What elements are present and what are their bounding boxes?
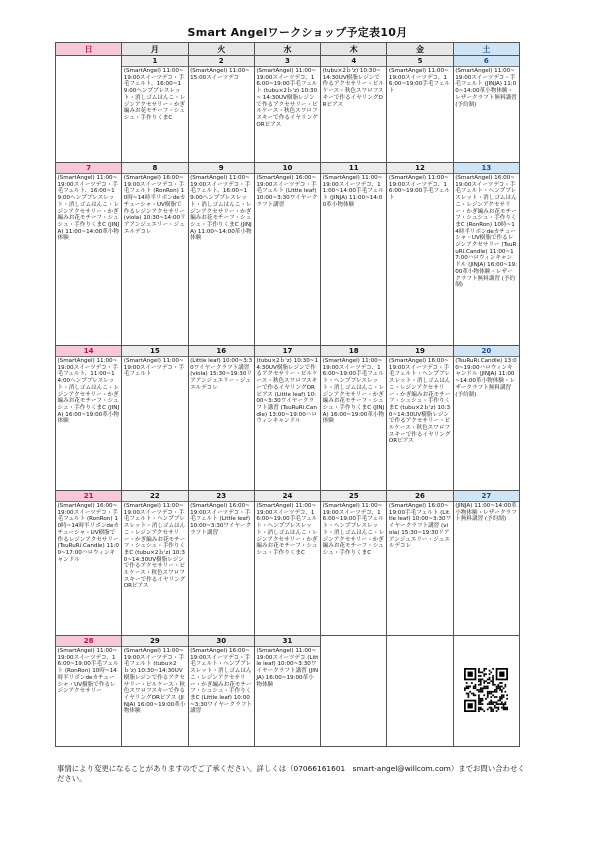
day-number: 1 xyxy=(122,56,187,67)
day-number: 16 xyxy=(189,346,254,357)
day-schedule-text: (SmartAngel) 11:00~19:00スイーツデコ・手毛フェルト・ヘンプブレスレット・消しゴムはんこ・レジンアクセサリー・かぎ編みお花モチーフ・シュシュ・手作りくまC (tubu×2ｂ'z) 10:30~14:30UV樹脂レジンで作るアクセサリー・ピルケース・秋色スワロフスキーで作るイヤリングORピアス xyxy=(123,503,186,590)
day-schedule-text: (SmartAngel) 11:00~19:00スイーツデコ、16:00~19:00手毛フェルト・ヘンプブレスレット・消しゴムはんこ・レジンアクセサリー・かぎ編みお花モチーフ・シュシュ・手作りくまC (JINJA) 16:00~19:00革小物体験 xyxy=(322,358,385,425)
weekday-header-row xyxy=(56,43,520,56)
day-number: 18 xyxy=(321,346,386,357)
calendar-day-cell xyxy=(321,163,387,346)
day-schedule-text: (SmartAngel) 11:00~19:00スイーツデコ・手毛フェルト、16:00~19:00ヘンプブレスレット・消しゴムはんこ・レジンアクセサリー・かぎ編みお花モチーフ・シュシュ・手作りくまC (JINJA) 11:00~14:00革小物体験 xyxy=(190,175,252,242)
weekday-header: 月 xyxy=(122,43,188,56)
day-number: 13 xyxy=(454,163,519,174)
calendar-table xyxy=(55,42,520,747)
day-schedule-text xyxy=(56,66,121,68)
day-number: 2 xyxy=(189,56,254,67)
calendar-week-row xyxy=(56,163,520,346)
weekday-header: 土 xyxy=(453,43,519,56)
calendar-week-row xyxy=(56,636,520,747)
day-number: 31 xyxy=(255,636,320,647)
calendar-day-cell xyxy=(321,346,387,491)
day-schedule-text: (SmartAngel) 11:00~19:00スイーツデコ・手毛フェルト xyxy=(123,358,185,378)
day-schedule-text: (SmartAngel) 16:00~19:00手毛フェルト (Little leaf) 10:00~3:30ワイヤークラフト講習 (viola) 15:30~19:30リアアンジュエリー・ジュエルデコレ xyxy=(388,503,452,550)
day-schedule-text xyxy=(387,646,452,648)
day-number: 23 xyxy=(189,491,254,502)
calendar-day-cell xyxy=(122,346,188,491)
day-schedule-text: (SmartAngel) 11:00~19:00スイーツデコ、16:00~19:00手毛フェルト xyxy=(388,175,450,202)
calendar-day-cell xyxy=(122,163,188,346)
day-number: 30 xyxy=(189,636,254,647)
day-schedule-text: (SmartAngel) 16:00~19:00スイーツデコ・手毛フェルト・ヘンプブレスレット・消しゴムはんこ・レジンアクセサリー・かぎ編みお花モチーフ・シュシュ・手作りくまC (Little leaf) 10:00~3:30ワイヤークラフト講習 xyxy=(190,648,252,715)
calendar-day-cell xyxy=(56,636,122,747)
day-schedule-text: (SmartAngel) 16:00~19:00スイーツデコ・手毛フェルト (Little leaf) 10:00~3:30ワイヤークラフト講習 xyxy=(190,503,252,536)
calendar-day-cell xyxy=(387,636,453,747)
calendar-day-cell xyxy=(453,346,519,491)
day-number: 8 xyxy=(122,163,187,174)
day-schedule-text xyxy=(321,646,386,648)
calendar-week-row xyxy=(56,491,520,636)
day-number: 29 xyxy=(122,636,187,647)
day-schedule-text: (SmartAngel) 16:00~19:00スイーツデコ・手毛フェルト・ヘンプブレスレット・消しゴムはんこ・レジンアクセサリー・かぎ編みお花モチーフ・シュシュ・手作りくまC (tubu×2ｂ'z) 10:30~14:30UV樹脂レジンで作るアクセサリー・ピルケース・秋色スワロフスキーで作るイヤリングORピアス xyxy=(388,358,451,445)
day-schedule-text: (SmartAngel) 11:00~15:00スイーツデコ xyxy=(190,68,250,81)
calendar-day-cell xyxy=(453,56,519,163)
calendar-day-cell xyxy=(321,491,387,636)
calendar-day-cell xyxy=(56,491,122,636)
weekday-header: 金 xyxy=(387,43,453,56)
day-number: 9 xyxy=(189,163,254,174)
qr-code-icon xyxy=(464,668,508,712)
day-schedule-text: (SmartAngel) 11:00~19:00スイーツデコ・手毛フェルト、16:00~19:00ヘンプブレスレット・消しゴムはんこ・レジンアクセサリー・かぎ編みお花モチーフ・シュシュ・手作りくまC (JINJA) 11:00~14:00革小物体験 xyxy=(57,175,120,242)
weekday-header: 日 xyxy=(56,43,122,56)
day-number: 15 xyxy=(122,346,187,357)
day-schedule-text: (TsuRuRi.Candle) 13:00~19:00ハロウィンキャンドル (JINJA) 11:00~14:00革小物体験・レザークラフト無料講習 (予約制) xyxy=(455,358,517,398)
calendar-day-cell xyxy=(188,163,254,346)
day-number: 19 xyxy=(387,346,452,357)
calendar-day-cell xyxy=(56,346,122,491)
day-number: 17 xyxy=(255,346,320,357)
day-number xyxy=(321,636,386,646)
day-schedule-text: (SmartAngel) 16:00~19:00スイーツデコ・手毛フェルト (RonRon) 10時~14時半リボンdeカチューシャ・UV樹脂で作るレジンアクセサリー (viola) 10:30~14:00リアアンジュエリー・ジュエルデコレ xyxy=(123,175,187,235)
calendar-day-cell xyxy=(387,491,453,636)
day-number: 25 xyxy=(321,491,386,502)
day-number: 14 xyxy=(56,346,121,357)
calendar-week-row xyxy=(56,346,520,491)
day-schedule-text: (JINJA) 11:00~14:00革小物体験・レザークラフト無料講習 (予約制) xyxy=(455,503,517,523)
day-schedule-text: (SmartAngel) 11:00~19:00スイーツデコ、16:00~19:00手毛フェルト xyxy=(388,68,450,95)
day-schedule-text: (SmartAngel) 11:00~19:00スイーツデコ、16:00~19:00手毛フェルト (tubu×2ｂ'z) 10:30~ 14:30UV樹脂レジンで作るアクセサリー・ピルケース・秋色スワロフスキーで作るイヤリングORピアス xyxy=(256,68,318,128)
day-number xyxy=(56,56,121,66)
day-number: 20 xyxy=(454,346,519,357)
day-schedule-text: (SmartAngel) 11:00~19:00スイーツデコ・手毛フェルト (JINJA) 11:00~14:00革小物体験・レザークラフト無料講習 (予約制) xyxy=(455,68,519,108)
calendar-day-cell xyxy=(453,163,519,346)
calendar-day-cell xyxy=(321,56,387,163)
calendar-day-cell xyxy=(321,636,387,747)
calendar-day-cell xyxy=(254,56,320,163)
day-schedule-text: (SmartAngel) 11:00~19:00スイーツデコ・手毛フェルト、11:00~14:00ヘンプブレスレット・消しゴムはんこ・レジンアクセサリー・かぎ編みお花モチーフ・シュシュ・手作りくまC (JINJA) 16:00~19:00革小物体験 xyxy=(57,358,120,425)
day-schedule-text: (SmartAngel) 11:00~19:00スイーツデコ・手毛フェルト、16:00~19:00ヘンプブレスレット・消しゴムはんこ・レジンアクセサリー・かぎ編みお花モチーフ・シュシュ・手作りくまC xyxy=(123,68,186,121)
day-number: 22 xyxy=(122,491,187,502)
day-number: 3 xyxy=(255,56,320,67)
day-schedule-text: (SmartAngel) 11:00~19:00スイーツデコ (Little leaf) 10:00~3:30ワイヤークラフト講習 (JINJA) 16:00~19:00革小物体験 xyxy=(256,648,319,688)
calendar-day-cell xyxy=(188,56,254,163)
calendar-day-cell xyxy=(254,636,320,747)
day-number: 7 xyxy=(56,163,121,174)
day-number: 5 xyxy=(387,56,452,67)
page-title: Smart Angelワークショップ予定表10月 xyxy=(187,26,408,39)
calendar-day-cell xyxy=(122,491,188,636)
weekday-header: 水 xyxy=(254,43,320,56)
calendar-day-cell xyxy=(122,56,188,163)
day-schedule-text: (SmartAngel) 16:00~19:00スイーツデコ・手毛フェルト・ヘンプブレスレット・消しゴムはんこ・レジンアクセサリー・かぎ編みお花モチーフ・シュシュ・手作りくまC (RonRon) 10時~14時半リボンdeカチューシャ・UV樹脂で作るレジンアクセサリー (TsuRuRi.Candle) 11:00~17:00ハロウィンキャンドル (JINJA) 16:00~19:00革小物体験・レザークラフト無料講習 (予約制) xyxy=(455,175,517,289)
day-schedule-text: (SmartAngel) 16:00~19:00スイーツデコ・手毛フェルト (RonRon) 10時~14時半リボンdeカチューシャ・UV樹脂で作るレジンアクセサリー (TsuRuRi.Candle) 11:00~17:00ハロウィンキャンドル xyxy=(57,503,121,563)
calendar-day-cell xyxy=(254,163,320,346)
day-schedule-text: (SmartAngel) 16:00~19:00スイーツデコ・手毛フェルト (Little leaf) 10:00~3:30ワイヤークラフト講習 xyxy=(256,175,319,208)
day-schedule-text: (Little leaf) 10:00~3:30ワイヤークラフト講習 (viola) 15:30~19:30リアアンジュエリー・ジュエルデコレ xyxy=(190,358,253,391)
day-number: 11 xyxy=(321,163,386,174)
calendar-day-cell xyxy=(387,56,453,163)
calendar-day-cell xyxy=(56,56,122,163)
calendar-day-cell xyxy=(453,491,519,636)
calendar-day-cell xyxy=(254,346,320,491)
day-number xyxy=(387,636,452,646)
day-schedule-text xyxy=(454,646,519,648)
weekday-header: 木 xyxy=(321,43,387,56)
day-number: 4 xyxy=(321,56,386,67)
calendar-week-row xyxy=(56,56,520,163)
calendar-day-cell xyxy=(122,636,188,747)
day-schedule-text: (tubu×2ｂ'z) 10:30~14:30UV樹脂レジンで作るアクセサリー・ピルケース・秋色スワロフスキーで作るイヤリングORピアス (Little leaf) 10:00~3:30ワイヤークラフト講習 (TsuRuRi.Candle) 13:00~19:00ハロウィンキャンドル xyxy=(256,358,319,425)
day-schedule-text: (SmartAngel) 11:00~19:00スイーツデコ、16:00~19:00手毛フェルト・ヘンプブレスレット・消しゴムはんこ・レジンアクセサリー・かぎ編みお花モチーフ・シュシュ・手作りくまC xyxy=(322,503,385,556)
day-number: 24 xyxy=(255,491,320,502)
day-number: 27 xyxy=(454,491,519,502)
calendar-day-cell xyxy=(188,491,254,636)
calendar-day-cell xyxy=(188,636,254,747)
day-number: 10 xyxy=(255,163,320,174)
day-schedule-text: (tubu×2ｂ'z) 10:30~ 14:30UV樹脂レジンで作るアクセサリー・ピルケース・秋色スワロフスキーで作るイヤリングORピアス xyxy=(322,68,384,108)
calendar-day-cell xyxy=(387,346,453,491)
calendar-day-cell xyxy=(254,491,320,636)
day-number: 12 xyxy=(387,163,452,174)
day-schedule-text: (SmartAngel) 11:00~19:00スイーツデコ・手毛フェルト (tubu×2ｂ'z) 10:30~14:30UV樹脂レジンで作るアクセサリー・ピルケース・秋色スワロフスキーで作るイヤリングORピアス (JINJA) 16:00~19:00革小物体験 xyxy=(123,648,186,715)
day-schedule-text: (SmartAngel) 11:00~19:00スイーツデコ、16:00~19:00手毛フェルト・ヘンプブレスレット・消しゴムはんこ・レジンアクセサリー・かぎ編みお花モチーフ・シュシュ・手作りくまC xyxy=(256,503,318,556)
day-number xyxy=(454,636,519,646)
day-schedule-text: (SmartAngel) 11:00~19:00スイーツデコ、16:00~19:00手毛フェルト (RonRon) 10時~14時半リボンdeカチューシャ・UV樹脂で作るレジンアクセサリー xyxy=(57,648,119,695)
calendar-day-cell xyxy=(453,636,519,747)
weekday-header: 火 xyxy=(188,43,254,56)
calendar-day-cell xyxy=(56,163,122,346)
day-number: 28 xyxy=(56,636,121,647)
day-number: 26 xyxy=(387,491,452,502)
day-number: 21 xyxy=(56,491,121,502)
day-schedule-text: (SmartAngel) 11:00~19:00スイーツデコ、11:00~14:00手毛フェルト (JINJA) 11:00~14:00革小物体験 xyxy=(322,175,384,208)
calendar-day-cell xyxy=(188,346,254,491)
footer-note: 事情により変更になることがありますのでご了承ください。詳しくは（07066161601 smart-angel@willcom.com）までお問い合わせください。 xyxy=(57,764,525,783)
calendar-day-cell xyxy=(387,163,453,346)
day-number: 6 xyxy=(454,56,519,67)
